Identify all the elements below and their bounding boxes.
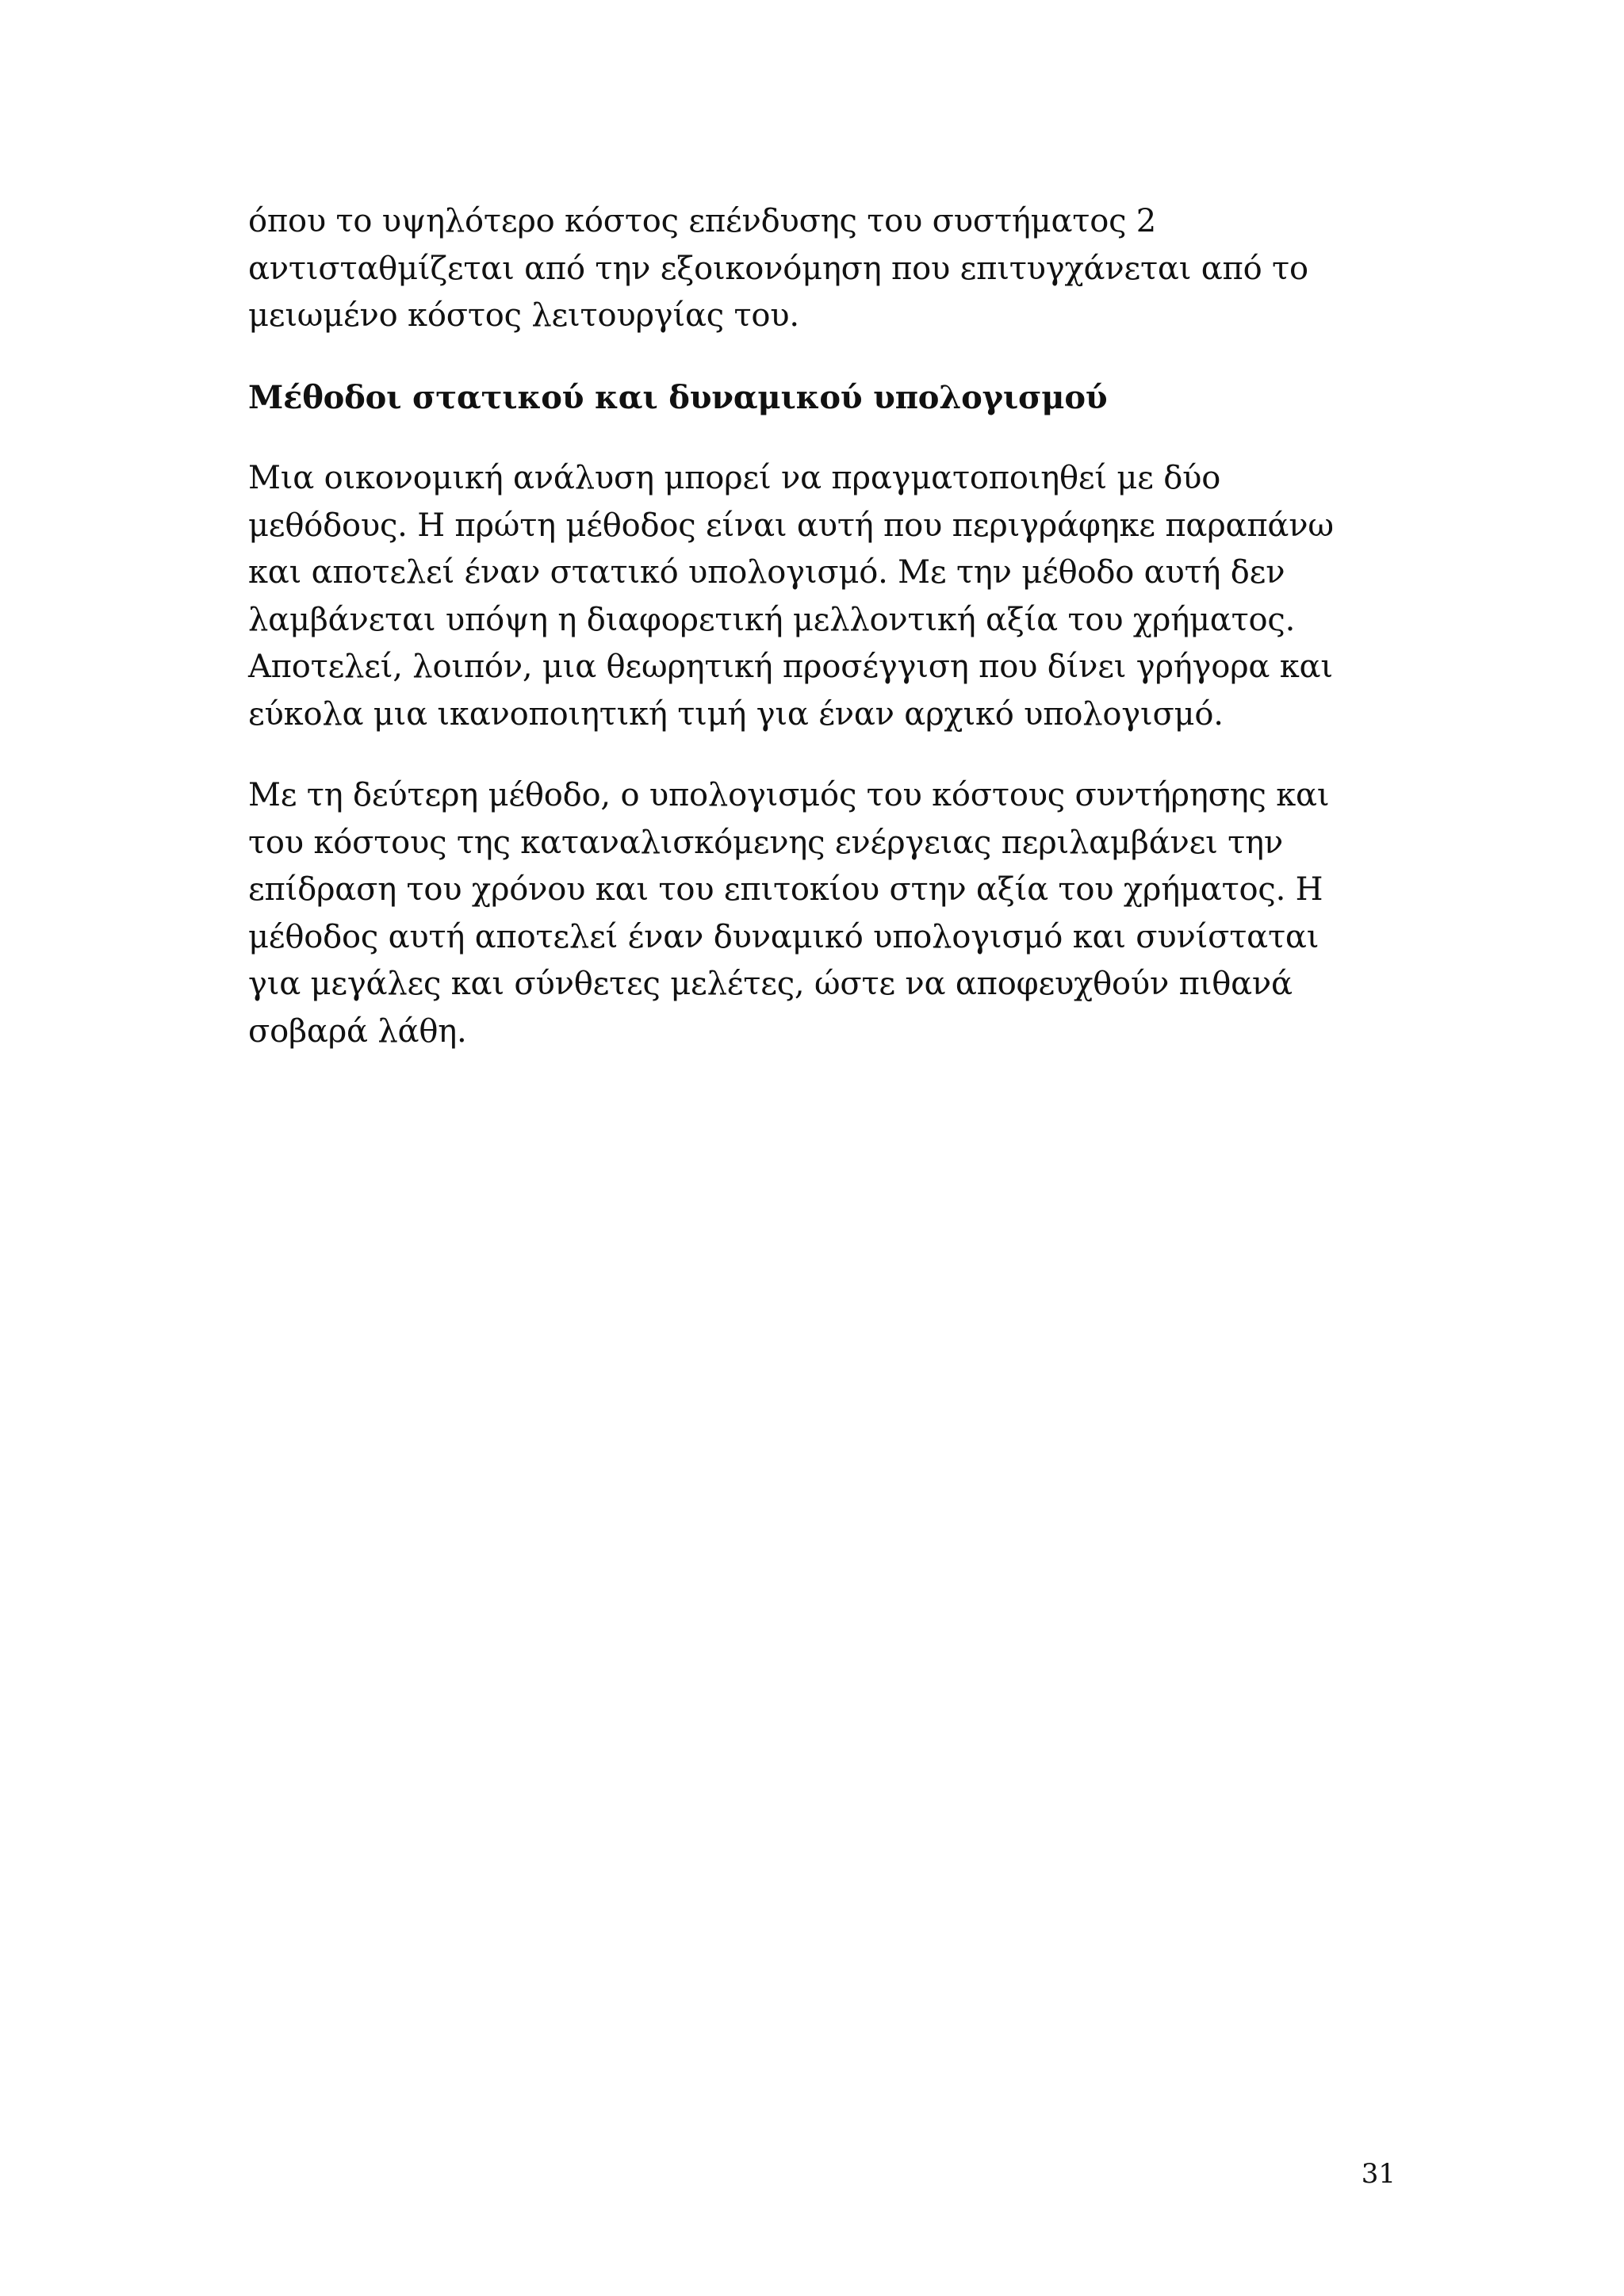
- text-line: εύκολα μια ικανοποιητική τιμή για έναν αρχικό υπολογισμό.: [248, 695, 1224, 733]
- text-line: για μεγάλες και σύνθετες μελέτες, ώστε να αποφευχθούν πιθανά: [248, 966, 1293, 1002]
- paragraph-static-method: [248, 455, 1406, 738]
- text-line: επίδραση του χρόνου και του επιτοκίου στην αξία του χρήματος. Η: [248, 871, 1323, 908]
- text-line: Με τη δεύτερη μέθοδο, ο υπολογισμός του κόστους συντήρησης και: [248, 777, 1330, 813]
- section-heading: [248, 374, 1406, 422]
- paragraph-continuation: [248, 198, 1406, 340]
- section-heading-text: Μέθοδοι στατικού και δυναμικού υπολογισμού: [248, 378, 1108, 416]
- text-line: μεθόδους. Η πρώτη μέθοδος είναι αυτή που περιγράφηκε παραπάνω: [248, 507, 1334, 544]
- paragraph-dynamic-method: [248, 772, 1406, 1055]
- text-line: όπου το υψηλότερο κόστος επένδυσης του συστήματος 2: [248, 203, 1157, 239]
- text-line: Μια οικονομική ανάλυση μπορεί να πραγματοποιηθεί με δύο: [248, 460, 1221, 496]
- page-number: 31: [1361, 2158, 1396, 2190]
- text-line: του κόστους της καταναλισκόμενης ενέργειας περιλαμβάνει την: [248, 824, 1283, 861]
- text-line: αντισταθμίζεται από την εξοικονόμηση που επιτυγχάνεται από το: [248, 250, 1308, 287]
- text-line: Αποτελεί, λοιπόν, μια θεωρητική προσέγγιση που δίνει γρήγορα και: [248, 649, 1333, 685]
- text-line: μειωμένο κόστος λειτουργίας του.: [248, 297, 799, 334]
- text-line: και αποτελεί έναν στατικό υπολογισμό. Με την μέθοδο αυτή δεν: [248, 554, 1285, 591]
- text-line: λαμβάνεται υπόψη η διαφορετική μελλοντική αξία του χρήματος.: [248, 601, 1296, 638]
- text-line: σοβαρά λάθη.: [248, 1012, 467, 1050]
- page-content: [248, 198, 1406, 1089]
- text-line: μέθοδος αυτή αποτελεί έναν δυναμικό υπολογισμό και συνίσταται: [248, 918, 1320, 955]
